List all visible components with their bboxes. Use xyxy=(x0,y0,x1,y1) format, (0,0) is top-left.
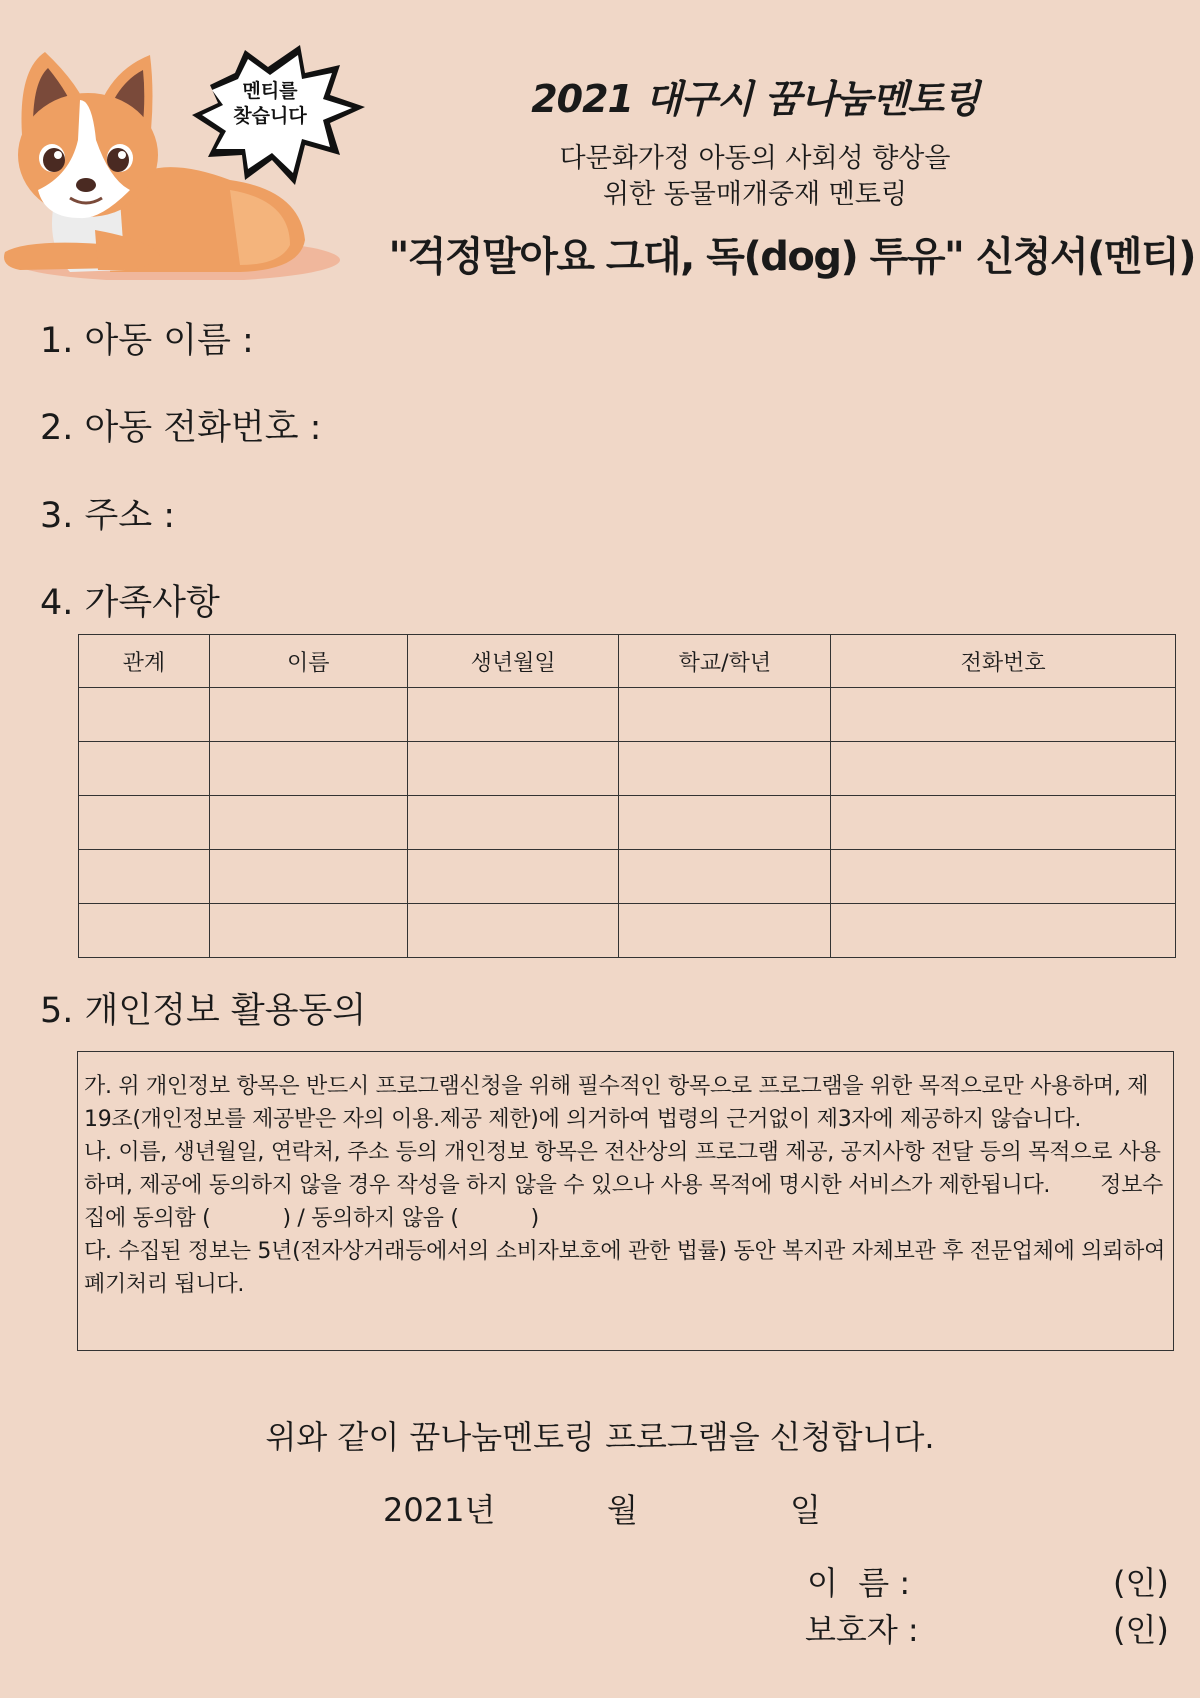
date-month[interactable]: 월 xyxy=(607,1491,638,1529)
burst-text xyxy=(190,79,350,129)
header-school-grade: 학교/학년 xyxy=(619,635,831,688)
address-field[interactable]: 3. 주소 : xyxy=(40,496,176,536)
table-cell[interactable] xyxy=(79,742,210,796)
table-row xyxy=(79,850,1176,904)
table-cell[interactable] xyxy=(79,904,210,958)
table-cell[interactable] xyxy=(209,742,407,796)
table-cell[interactable] xyxy=(831,742,1176,796)
child-name-field[interactable]: 1. 아동 이름 : xyxy=(40,321,254,361)
table-row xyxy=(79,688,1176,742)
consent-clause-b xyxy=(84,1136,1170,1235)
table-cell[interactable] xyxy=(407,850,619,904)
table-cell[interactable] xyxy=(619,904,831,958)
speech-burst xyxy=(190,45,370,195)
table-cell[interactable] xyxy=(209,688,407,742)
table-cell[interactable] xyxy=(407,742,619,796)
table-cell[interactable] xyxy=(831,688,1176,742)
table-cell[interactable] xyxy=(209,904,407,958)
date-year[interactable]: 2021년 xyxy=(383,1491,496,1529)
table-cell[interactable] xyxy=(79,796,210,850)
burst-line-2: 찾습니다 xyxy=(233,105,307,127)
applicant-name-label[interactable]: 이 름 : xyxy=(807,1564,911,1602)
table-cell[interactable] xyxy=(407,796,619,850)
agree-label: 정보수집에 동의함 ( xyxy=(84,1173,1163,1231)
table-header-row xyxy=(79,635,1176,688)
table-cell[interactable] xyxy=(831,850,1176,904)
consent-section-heading: 5. 개인정보 활용동의 xyxy=(40,991,367,1031)
child-phone-field[interactable]: 2. 아동 전화번호 : xyxy=(40,408,322,448)
table-cell[interactable] xyxy=(831,796,1176,850)
application-statement: 위와 같이 꿈나눔멘토링 프로그램을 신청합니다. xyxy=(265,1418,935,1456)
family-section-heading: 4. 가족사항 xyxy=(40,583,220,623)
date-day[interactable]: 일 xyxy=(790,1491,821,1529)
table-cell[interactable] xyxy=(619,688,831,742)
table-row xyxy=(79,904,1176,958)
program-title: 2021 대구시 꿈나눔멘토링 xyxy=(531,77,979,121)
table-cell[interactable] xyxy=(209,850,407,904)
table-cell[interactable] xyxy=(619,796,831,850)
consent-box xyxy=(77,1051,1174,1351)
table-row xyxy=(79,742,1176,796)
disagree-label: ) / 동의하지 않음 ( xyxy=(282,1206,459,1231)
header-phone: 전화번호 xyxy=(831,635,1176,688)
table-row xyxy=(79,796,1176,850)
program-subtitle xyxy=(395,141,1115,213)
header-relation: 관계 xyxy=(79,635,210,688)
guardian-seal: (인) xyxy=(1113,1611,1169,1649)
header-name: 이름 xyxy=(209,635,407,688)
header-birthdate: 생년월일 xyxy=(407,635,619,688)
table-cell[interactable] xyxy=(407,688,619,742)
table-cell[interactable] xyxy=(407,904,619,958)
family-table xyxy=(78,634,1176,958)
form-title: "걱정말아요 그대, 독(dog) 투유" 신청서(멘티) xyxy=(388,234,1195,280)
table-cell[interactable] xyxy=(79,688,210,742)
burst-line-1: 멘티를 xyxy=(242,80,298,102)
subtitle-line-1: 다문화가정 아동의 사회성 향상을 xyxy=(559,143,951,174)
table-cell[interactable] xyxy=(619,742,831,796)
disagree-close: ) xyxy=(530,1206,539,1231)
table-cell[interactable] xyxy=(619,850,831,904)
header xyxy=(355,68,1195,213)
consent-clause-c: 다. 수집된 정보는 5년(전자상거래등에서의 소비자보호에 관한 법률) 동안 복지관 자체보관 후 전문업체에 의뢰하여 폐기처리 됩니다. xyxy=(84,1239,1166,1297)
consent-clause-a: 가. 위 개인정보 항목은 반드시 프로그램신청을 위해 필수적인 항목으로 프로그램을 위한 목적으로만 사용하며, 제19조(개인정보를 제공받은 자의 이용.제공 제한)에 의거하여 법령의 근거없이 제3자에 제공하지 않습니다. xyxy=(84,1074,1149,1132)
table-cell[interactable] xyxy=(209,796,407,850)
applicant-seal: (인) xyxy=(1113,1564,1169,1602)
consent-clause-b-text: 나. 이름, 생년월일, 연락처, 주소 등의 개인정보 항목은 전산상의 프로그램 제공, 공지사항 전달 등의 목적으로 사용하며, 제공에 동의하지 않을 경우 작성을 하지 않을 수 있으나 사용 목적에 명시한 서비스가 제한됩니다. xyxy=(84,1140,1161,1198)
subtitle-line-2: 위한 동물매개중재 멘토링 xyxy=(602,179,908,210)
table-cell[interactable] xyxy=(79,850,210,904)
table-cell[interactable] xyxy=(831,904,1176,958)
guardian-label[interactable]: 보호자 : xyxy=(805,1611,919,1649)
